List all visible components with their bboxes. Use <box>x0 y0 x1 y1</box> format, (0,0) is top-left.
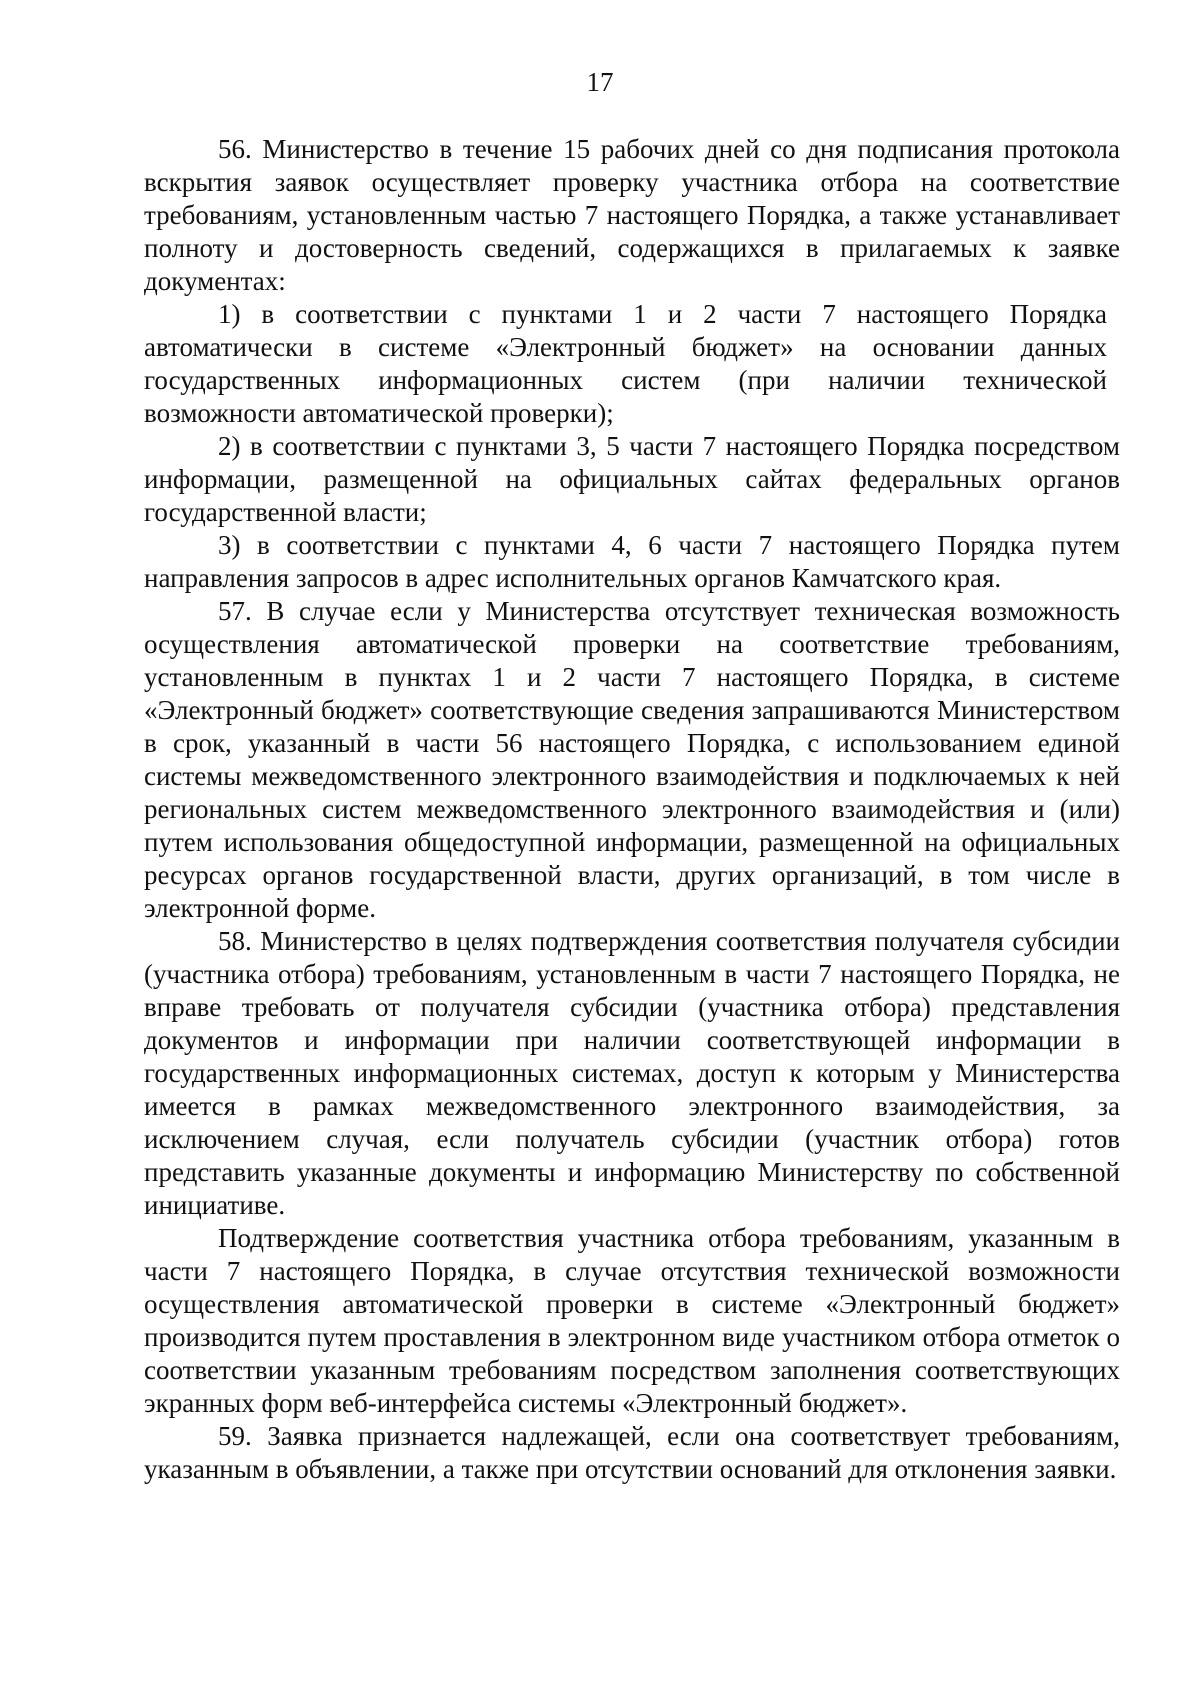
page-number: 17 <box>586 67 614 97</box>
paragraph-58-confirmation: Подтверждение соответствия участника отбора требованиям, указанным в части 7 настоящего Порядка, в случае отсутствия технической возможности осуществления автоматической проверки в системе «Электронный бюджет» производится путем проставления в электронном виде участником отбора отметок о соответствии указанным требованиям посредством заполнения соответствующих экранных форм веб-интерфейса системы «Электронный бюджет». <box>144 1223 1120 1418</box>
paragraph-59: 59. Заявка признается надлежащей, если она соответствует требованиям, указанным в объявлении, а также при отсутствии оснований для отклонения заявки. <box>144 1421 1120 1484</box>
paragraph-56-item-2: 2) в соответствии с пунктами 3, 5 части 7 настоящего Порядка посредством информации, размещенной на официальных сайтах федеральных органов государственной власти; <box>144 431 1120 527</box>
paragraph-57: 57. В случае если у Министерства отсутствует техническая возможность осуществления автоматической проверки на соответствие требованиям, установленным в пунктах 1 и 2 части 7 настоящего Порядка, в системе «Электронный бюджет» соответствующие сведения запрашиваются Министерством в срок, указанный в части 56 настоящего Порядка, с использованием единой системы межведомственного электронного взаимодействия и подключаемых к ней региональных систем межведомственного электронного взаимодействия и (или) путем использования общедоступной информации, размещенной на официальных ресурсах органов государственной власти, других организаций, в том числе в электронной форме. <box>144 596 1120 923</box>
paragraph-56-item-3: 3) в соответствии с пунктами 4, 6 части 7 настоящего Порядка путем направления запросов в адрес исполнительных органов Камчатского края. <box>144 530 1120 593</box>
paragraph-58: 58. Министерство в целях подтверждения соответствия получателя субсидии (участника отбора) требованиям, установленным в части 7 настоящего Порядка, не вправе требовать от получателя субсидии (участника отбора) представления документов и информации при наличии соответствующей информации в государственных информационных системах, доступ к которым у Министерства имеется в рамках межведомственного электронного взаимодействия, за исключением случая, если получатель субсидии (участник отбора) готов представить указанные документы и информацию Министерству по собственной инициативе. <box>144 926 1120 1220</box>
paragraph-56-item-1: 1) в соответствии с пунктами 1 и 2 части 7 настоящего Порядка автоматически в системе «Электронный бюджет» на основании данных государственных информационных систем (при наличии технической возможности автоматической проверки); <box>144 299 1107 428</box>
paragraph-56: 56. Министерство в течение 15 рабочих дней со дня подписания протокола вскрытия заявок осуществляет проверку участника отбора на соответствие требованиям, установленным частью 7 настоящего Порядка, а также устанавливает полноту и достоверность сведений, содержащихся в прилагаемых к заявке документах: <box>144 134 1120 296</box>
document-body <box>144 133 1120 1486</box>
